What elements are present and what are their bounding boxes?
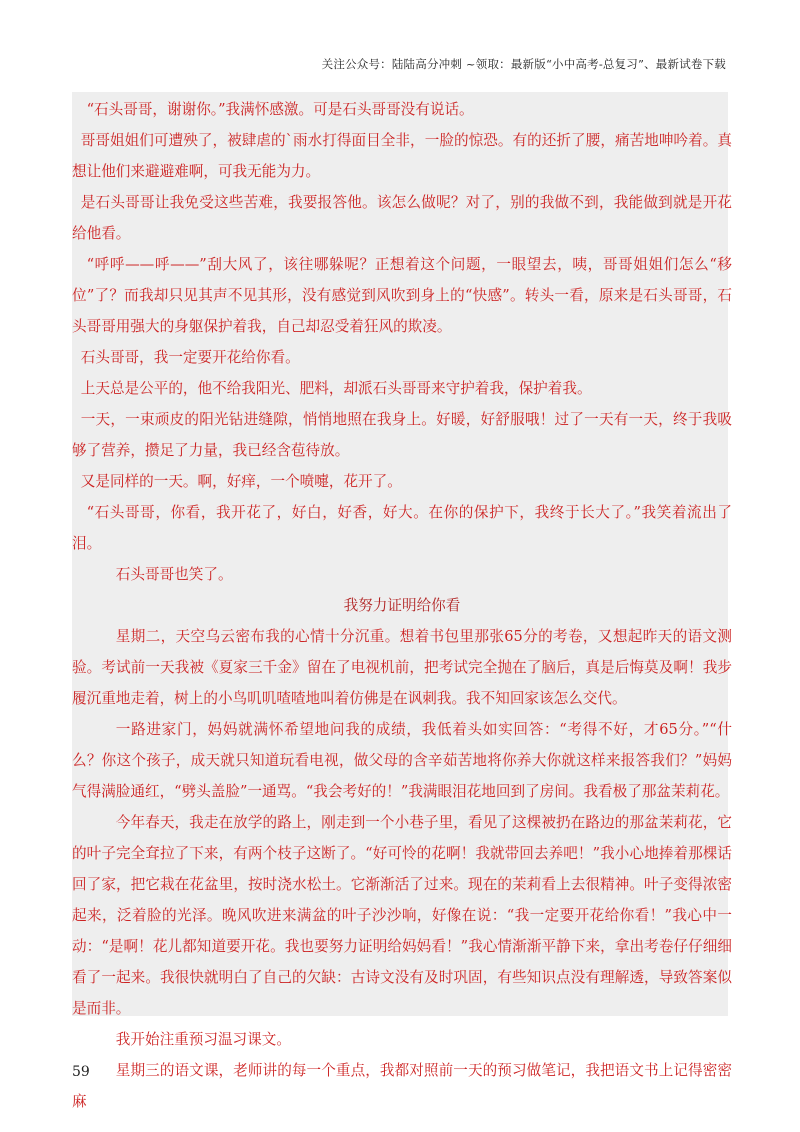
paragraph: 又是同样的一天。啊，好痒，一个喷嚏，花开了。 — [80, 473, 402, 490]
document-body — [72, 94, 732, 1117]
essay-title: 我努力证明给你看 — [343, 597, 461, 614]
paragraph: 我开始注重预习温习课文。 — [115, 1031, 291, 1048]
paragraph: “石头哥哥，你看，我开花了，好白，好香，好大。在你的保护下，我终于长大了。”我笑着流出了泪。 — [72, 504, 732, 552]
paragraph: 上天总是公平的，他不给我阳光、肥料，却派石头哥哥来守护着我，保护着我。 — [80, 380, 592, 397]
paragraph: 一天，一束顽皮的阳光钻进缝隙，悄悄地照在我身上。好暖，好舒服哦！过了一天有一天，终于我吸够了营养，攒足了力量，我已经含苞待放。 — [72, 411, 732, 459]
paragraph: 哥哥姐姐们可遭殃了，被肆虐的`雨水打得面目全非，一脸的惊恐。有的还折了腰，痛苦地呻吟着。真想让他们来避避难啊，可我无能为力。 — [72, 132, 732, 180]
paragraph: 石头哥哥，我一定要开花给你看。 — [80, 349, 300, 366]
page-number: 59 — [72, 1064, 90, 1080]
paragraph: 是石头哥哥让我免受这些苦难，我要报答他。该怎么做呢？对了，别的我做不到，我能做到就是开花给他看。 — [72, 194, 732, 242]
paragraph: 星期二，天空乌云密布我的心情十分沉重。想着书包里那张65分的考卷，又想起昨天的语文测验。考试前一天我被《夏家三千金》留在了电视机前，把考试完全抛在了脑后，真是后悔莫及啊！我步履沉重地走着，树上的小鸟叽叽喳喳地叫着仿佛是在讽刺我。我不知回家该怎么交代。 — [72, 628, 732, 707]
paragraph: 今年春天，我走在放学的路上，刚走到一个小巷子里，看见了这棵被扔在路边的那盆茉莉花，它的叶子完全耷拉了下来，有两个枝子这断了。“好可怜的花啊！我就带回去养吧！”我小心地捧着那棵话回了家，把它栽在花盆里，按时浇水松土。它渐渐活了过来。现在的茉莉看上去很精神。叶子变得浓密起来，泛着脸的光泽。晚风吹进来满盆的叶子沙沙响，好像在说：“我一定要开花给你看！”我心中一动：“是啊！花儿都知道要开花。我也要努力证明给妈妈看！”我心情渐渐平静下来，拿出考卷仔仔细细看了一起来。我很快就明白了自己的欠缺：古诗文没有及时巩固，有些知识点没有理解透，导致答案似是而非。 — [72, 814, 732, 1017]
paragraph: 一路进家门，妈妈就满怀希望地问我的成绩，我低着头如实回答：“考得不好，才65分。”“什么？你这个孩子，成天就只知道玩看电视，做父母的含辛茹苦地将你养大你就这样来报答我们？”妈妈气得满脸通红，“劈头盖脸”一通骂。“我会考好的！”我满眼泪花地回到了房间。我看极了那盆茉莉花。 — [72, 721, 732, 800]
paragraph: 星期三的语文课，老师讲的每一个重点，我都对照前一天的预习做笔记，我把语文书上记得密密麻 — [72, 1062, 732, 1110]
paragraph: “呼呼——呼——”刮大风了，该往哪躲呢？正想着这个问题，一眼望去，咦，哥哥姐姐们怎么“移位”了？而我却只见其声不见其形，没有感觉到风吹到身上的“快感”。转头一看，原来是石头哥哥，石头哥哥用强大的身躯保护着我，自己却忍受着狂风的欺凌。 — [72, 256, 732, 335]
page-header: 关注公众号：陆陆高分冲刺 ~领取：最新版“小中高考-总复习”、最新试卷下载 — [321, 57, 726, 71]
paragraph: “石头哥哥，谢谢你。”我满怀感激。可是石头哥哥没有说话。 — [86, 101, 474, 118]
paragraph: 石头哥哥也笑了。 — [115, 566, 233, 583]
